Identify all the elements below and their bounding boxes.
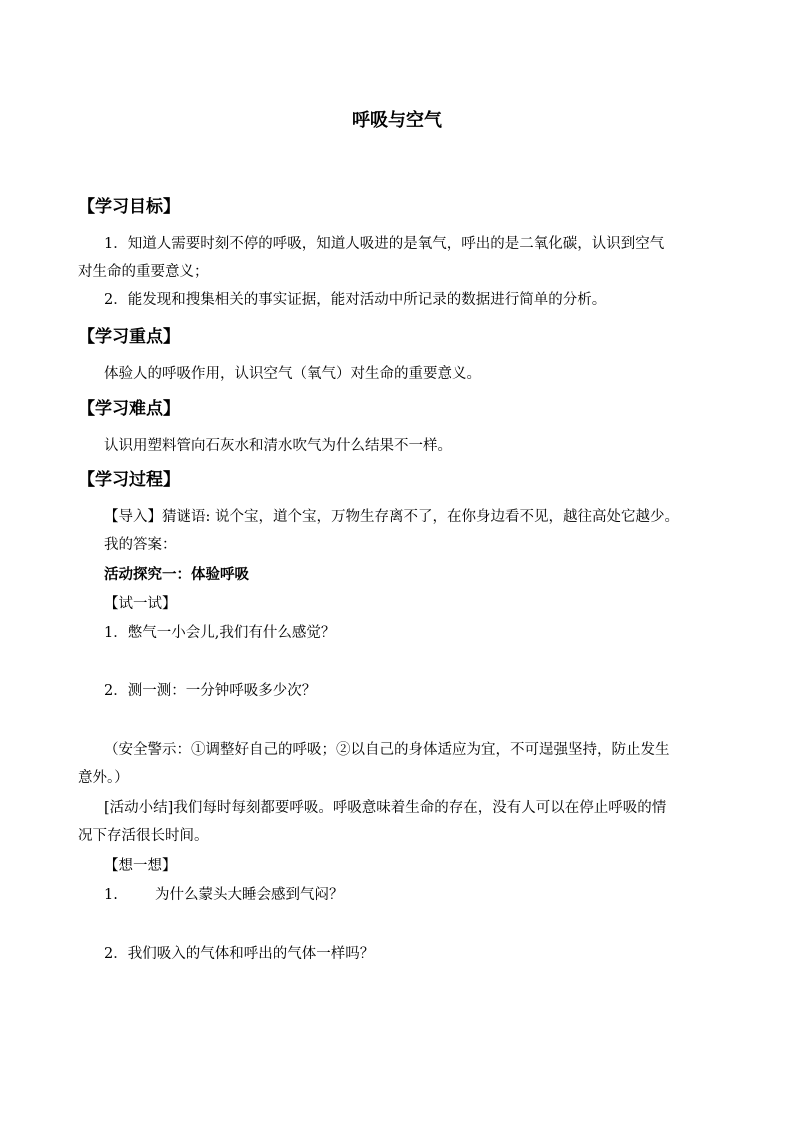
- activity-1-heading: 活动探究一：体验呼吸: [104, 566, 249, 583]
- goal-item-1-line-1: 1．知道人需要时刻不停的呼吸，知道人吸进的是氧气，呼出的是二氧化碳，认识到空气: [104, 236, 665, 252]
- try-heading: 【试一试】: [104, 596, 177, 612]
- think-heading: 【想一想】: [104, 858, 177, 874]
- section-heading-goals: 【学习目标】: [78, 197, 180, 217]
- think-question-1-text: 为什么蒙头大睡会感到气闷？: [155, 887, 344, 903]
- activity-summary-line-1: [活动小结]我们每时每刻都要呼吸。呼吸意味着生命的存在，没有人可以在停止呼吸的情: [104, 800, 667, 816]
- section-heading-difficulties: 【学习难点】: [78, 399, 180, 419]
- section-heading-process: 【学习过程】: [78, 470, 180, 490]
- page-title: 呼吸与空气: [352, 110, 442, 131]
- goal-item-2: 2．能发现和搜集相关的事实证据，能对活动中所记录的数据进行简单的分析。: [104, 292, 607, 308]
- intro-riddle: 【导入】猜谜语: 说个宝，道个宝，万物生存离不了，在你身边看不见，越往高处它越少。: [104, 509, 679, 525]
- difficulties-text: 认识用塑料管向石灰水和清水吹气为什么结果不一样。: [104, 438, 452, 454]
- goal-item-1-line-2: 对生命的重要意义；: [78, 264, 209, 280]
- try-question-2: 2．测一测：一分钟呼吸多少次？: [104, 683, 317, 699]
- answer-label: 我的答案：: [104, 537, 177, 553]
- section-heading-key-points: 【学习重点】: [78, 327, 180, 347]
- think-question-1-number: 1.: [104, 887, 118, 903]
- try-question-1: 1．憋气一小会儿,我们有什么感觉？: [104, 625, 336, 641]
- safety-note-line-2: 意外。）: [78, 770, 129, 786]
- key-points-text: 体验人的呼吸作用，认识空气（氧气）对生命的重要意义。: [104, 366, 481, 382]
- think-question-2: 2．我们吸入的气体和呼出的气体一样吗？: [104, 946, 375, 962]
- activity-summary-line-2: 况下存活很长时间。: [78, 828, 209, 844]
- safety-note-line-1: （安全警示：①调整好自己的呼吸；②以自己的身体适应为宜，不可逞强坚持，防止发生: [104, 742, 670, 758]
